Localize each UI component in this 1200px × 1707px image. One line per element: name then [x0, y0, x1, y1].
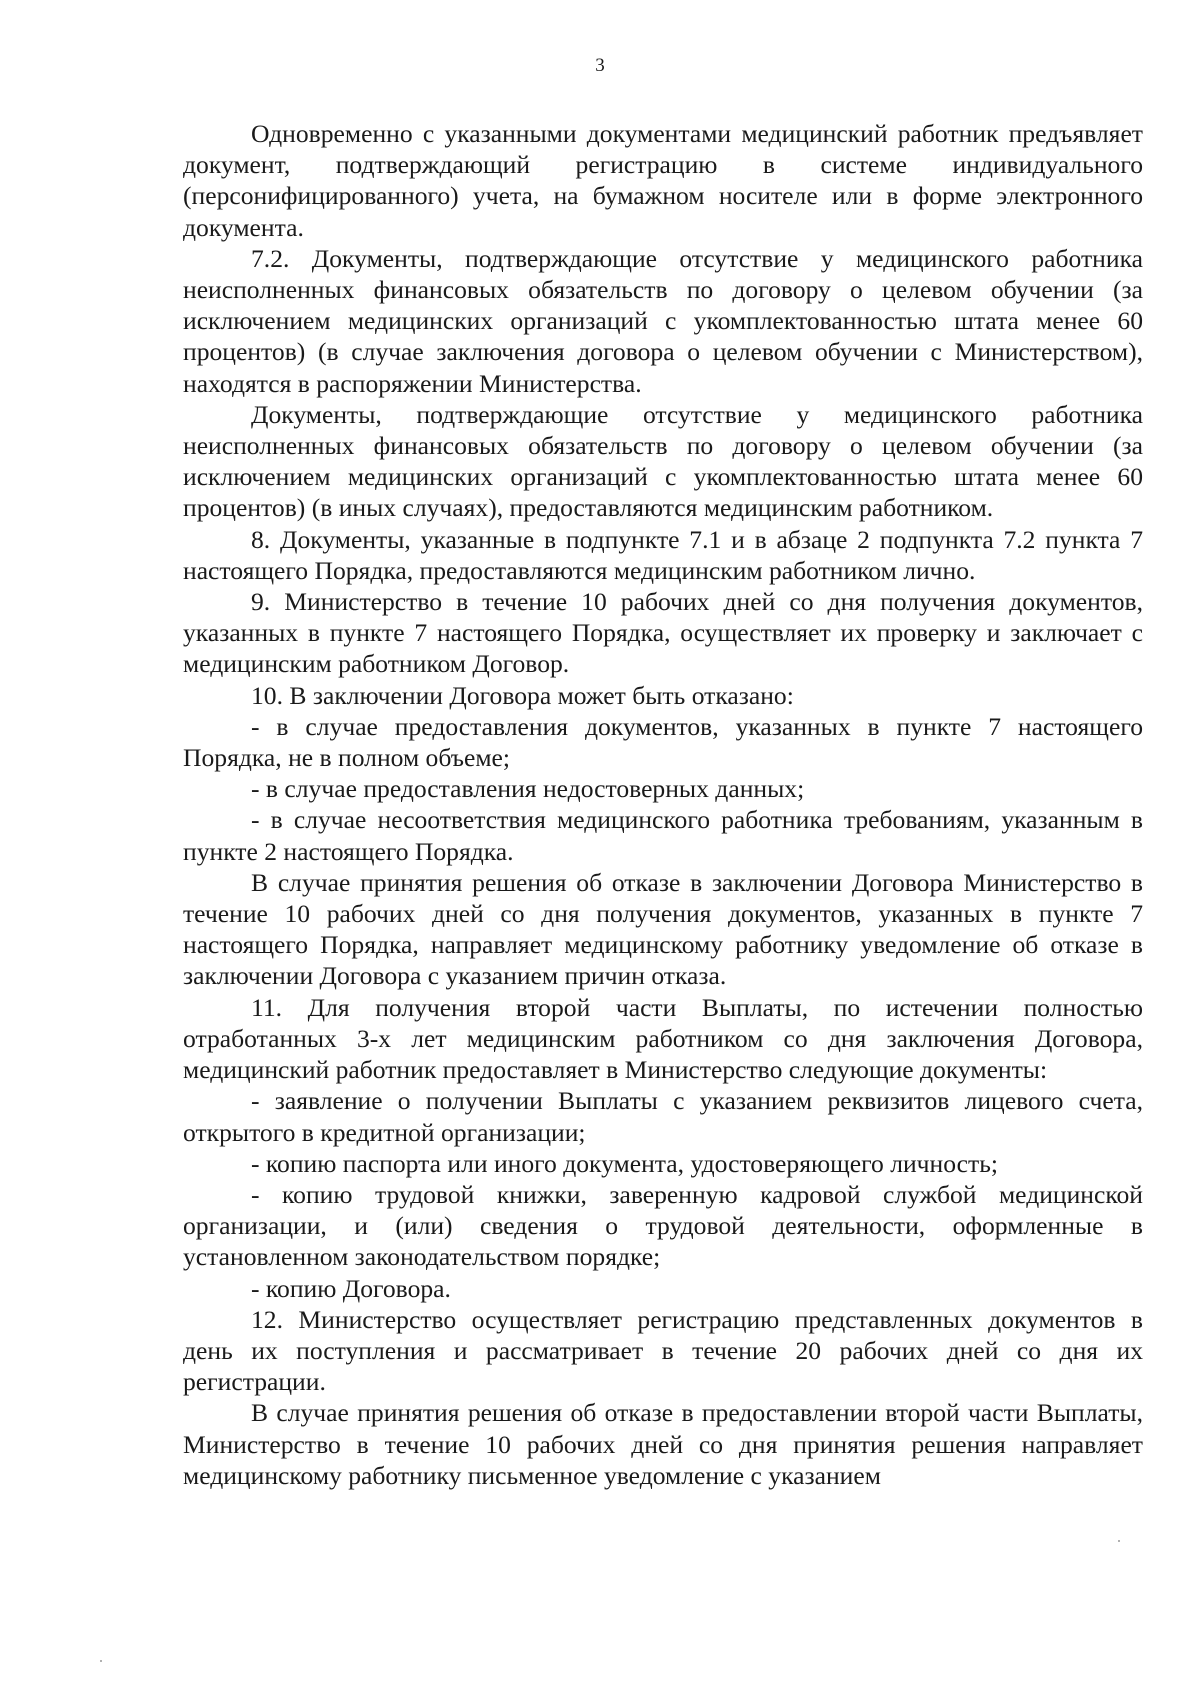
document-body: [183, 118, 1143, 1491]
scan-speck: [100, 1660, 102, 1662]
paragraph: В случае принятия решения об отказе в предоставлении второй части Выплаты, Министерство в течение 10 рабочих дней со дня принятия решения направляет медицинскому работнику письменное уведомление с указанием: [183, 1398, 1143, 1490]
paragraph: В случае принятия решения об отказе в заключении Договора Министерство в течение 10 рабочих дней со дня получения документов, указанных в пункте 7 настоящего Порядка, направляет медицинскому работнику уведомление об отказе в заключении Договора с указанием причин отказа.: [183, 867, 1143, 991]
scan-speck: [1118, 1540, 1120, 1542]
paragraph: 9. Министерство в течение 10 рабочих дней со дня получения документов, указанных в пункте 7 настоящего Порядка, осуществляет их проверку и заключает с медицинским работником Договор.: [183, 587, 1143, 679]
paragraph: - копию Договора.: [251, 1273, 451, 1303]
paragraph: Документы, подтверждающие отсутствие у медицинского работника неисполненных финансовых обязательств по договору о целевом обучении (за исключением медицинских организаций с укомплектованностью штата менее 60 процентов) (в иных случаях), предоставляются медицинским работником.: [183, 399, 1143, 523]
paragraph: 11. Для получения второй части Выплаты, по истечении полностью отработанных 3-х лет медицинским работником со дня заключения Договора, медицинский работник предоставляет в Министерство следующие документы:: [183, 992, 1143, 1085]
paragraph: 7.2. Документы, подтверждающие отсутствие у медицинского работника неисполненных финансовых обязательств по договору о целевом обучении (за исключением медицинских организаций с укомплектованностью штата менее 60 процентов) (в случае заключения договора о целевом обучении с Министерством), находятся в распоряжении Министерства.: [183, 243, 1143, 398]
paragraph: - в случае предоставления документов, указанных в пункте 7 настоящего Порядка, не в полном объеме;: [183, 711, 1143, 773]
paragraph: 10. В заключении Договора может быть отказано:: [251, 680, 794, 710]
paragraph: - копию трудовой книжки, заверенную кадровой службой медицинской организации, и (или) сведения о трудовой деятельности, оформленные в установленном законодательством порядке;: [183, 1179, 1143, 1272]
paragraph: 8. Документы, указанные в подпункте 7.1 и в абзаце 2 подпункта 7.2 пункта 7 настоящего Порядка, предоставляются медицинским работником лично.: [183, 524, 1143, 585]
paragraph: - заявление о получении Выплаты с указанием реквизитов лицевого счета, открытого в кредитной организации;: [183, 1086, 1143, 1147]
paragraph: - в случае несоответствия медицинского работника требованиям, указанным в пункте 2 настоящего Порядка.: [183, 805, 1143, 866]
page-number: 3: [595, 55, 605, 76]
paragraph: - копию паспорта или иного документа, удостоверяющего личность;: [251, 1148, 999, 1178]
paragraph: 12. Министерство осуществляет регистрацию представленных документов в день их поступления и рассматривает в течение 20 рабочих дней со дня их регистрации.: [183, 1304, 1143, 1397]
paragraph: - в случае предоставления недостоверных данных;: [251, 774, 805, 804]
paragraph: Одновременно с указанными документами медицинский работник предъявляет документ, подтверждающий регистрацию в системе индивидуального (персонифицированного) учета, на бумажном носителе или в форме электронного документа.: [183, 119, 1143, 242]
